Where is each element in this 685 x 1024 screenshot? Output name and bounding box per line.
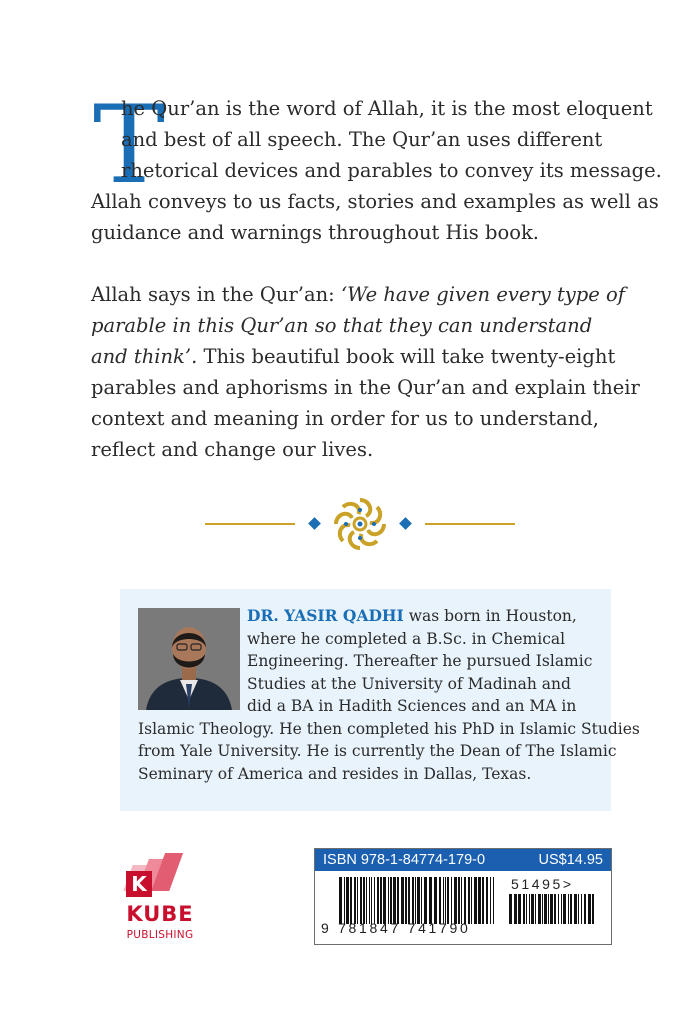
barcode-bar	[447, 877, 449, 924]
barcode-bar	[445, 877, 446, 924]
barcode-bar	[482, 877, 484, 924]
barcode-bar	[344, 877, 345, 924]
barcode-bar	[451, 877, 452, 924]
barcode-bar	[544, 894, 547, 924]
text-line: he Qur’an is the word of Allah, it is the most eloquent	[121, 97, 653, 120]
drop-cap: T	[93, 83, 166, 208]
text-segment: This beautiful book will take twenty-eight	[197, 345, 616, 368]
barcode-bar	[518, 894, 521, 924]
barcode-bar	[421, 877, 422, 924]
barcode-bar	[461, 877, 462, 924]
barcode-bar	[558, 894, 559, 924]
rosette-icon	[336, 500, 384, 548]
barcode-bar	[346, 877, 349, 924]
barcode-bar	[474, 877, 477, 924]
quote-text: ‘We have given every type of	[340, 283, 625, 306]
barcode-bar	[357, 877, 358, 924]
text-line: and best of all speech. The Qur’an uses different	[121, 128, 603, 151]
barcode-bar	[412, 877, 414, 924]
barcode-bar	[383, 877, 386, 924]
quote-text: parable in this Qur’an so that they can understand	[91, 314, 593, 337]
barcode-bar	[538, 894, 541, 924]
barcode-bar	[405, 877, 407, 924]
barcode-bar	[548, 894, 549, 924]
barcode-digits: 9 781847 741790	[321, 920, 471, 936]
diamond-icon	[399, 517, 412, 530]
barcode-bar	[542, 894, 543, 924]
text-line	[91, 310, 611, 341]
author-name: DR. YASIR QADHI	[247, 606, 404, 625]
barcode-bar	[401, 877, 404, 924]
barcode-bar	[366, 877, 367, 924]
barcode-bar	[478, 877, 481, 924]
barcode-bar	[526, 894, 527, 924]
barcode-bar	[471, 877, 472, 924]
barcode-bar	[377, 877, 379, 924]
barcode-bar	[369, 877, 370, 924]
barcode-bar	[490, 877, 491, 924]
barcode-bar	[523, 894, 525, 924]
barcode-bar	[493, 877, 494, 924]
barcode-bar	[415, 877, 416, 924]
text-line: Allah conveys to us facts, stories and examples as well as	[91, 190, 659, 213]
barcode-bar	[509, 894, 512, 924]
barcode-bar	[561, 894, 562, 924]
barcode-bar	[584, 894, 586, 924]
text-line	[91, 279, 625, 310]
barcode-bar	[550, 894, 553, 924]
text-line: parables and aphorisms in the Qur’an and explain their	[91, 376, 640, 399]
description-paragraph-2	[91, 279, 640, 465]
barcode-bar	[458, 877, 460, 924]
text-line	[91, 341, 616, 372]
barcode-addon-digits: 51495>	[511, 876, 574, 892]
text-line: Studies at the University of Madinah and	[247, 674, 571, 693]
barcode-bar	[443, 877, 444, 924]
barcode-bar	[339, 877, 342, 924]
barcode-bar	[374, 877, 375, 924]
text-line: context and meaning in order for us to understand,	[91, 407, 599, 430]
barcode-bar	[439, 877, 441, 924]
barcode-bar	[390, 877, 392, 924]
barcode-bar	[360, 877, 362, 924]
book-description	[91, 83, 662, 465]
text-line: Islamic Theology. He then completed his PhD in Islamic Studies	[138, 719, 640, 738]
isbn-number: ISBN 978-1-84774-179-0	[323, 852, 486, 868]
isbn-price-bar	[315, 849, 611, 871]
barcode-bar	[592, 894, 594, 924]
barcode-bar	[568, 894, 569, 924]
barcode-bar	[529, 894, 530, 924]
barcode-bar	[371, 877, 372, 924]
barcode-bar	[429, 877, 432, 924]
barcode-bar	[570, 894, 572, 924]
price: US$14.95	[538, 852, 603, 868]
barcode-bar	[581, 894, 582, 924]
barcode-icon	[339, 877, 497, 924]
text-line: reflect and change our lives.	[91, 438, 374, 461]
quote-text: and think’.	[91, 345, 198, 368]
barcode-bar	[388, 877, 389, 924]
barcode-bar	[535, 894, 536, 924]
barcode-bar	[486, 877, 488, 924]
barcode-bar	[397, 877, 399, 924]
barcode-bar	[417, 877, 420, 924]
barcode-bar	[578, 894, 579, 924]
text-segment: was born in Houston,	[403, 607, 577, 625]
description-paragraph-1	[91, 83, 662, 248]
barcode-addon-icon	[509, 894, 595, 924]
text-line: did a BA in Hadith Sciences and an MA in	[247, 697, 577, 715]
barcode-bar	[408, 877, 410, 924]
barcode-bar	[563, 894, 566, 924]
barcode-bar	[363, 877, 365, 924]
barcode-bar	[464, 877, 466, 924]
diamond-icon	[308, 517, 321, 530]
text-line: guidance and warnings throughout His book.	[91, 221, 539, 244]
quote-intro: Allah says in the Qur’an:	[91, 283, 341, 306]
barcode-bar	[434, 877, 437, 924]
text-line: rhetorical devices and parables to convey its message.	[121, 159, 662, 182]
barcode-bar	[514, 894, 517, 924]
barcode-bar	[354, 877, 356, 924]
barcode-bar	[468, 877, 470, 924]
decorative-divider	[200, 493, 520, 555]
barcode-bar	[588, 894, 591, 924]
barcode-bar	[554, 894, 556, 924]
barcode-bar	[350, 877, 352, 924]
text-line: Engineering. Thereafter he pursued Islamic	[247, 652, 593, 670]
author-bio	[138, 605, 640, 785]
publisher-subtitle: PUBLISHING	[126, 929, 194, 941]
text-line	[138, 605, 598, 628]
logo-letter: K	[131, 872, 147, 896]
text-line: from Yale University. He is currently the Dean of The Islamic	[138, 742, 617, 760]
barcode-bar	[380, 877, 382, 924]
text-line: Seminary of America and resides in Dallas, Texas.	[138, 764, 532, 783]
text-line: where he completed a B.Sc. in Chemical	[247, 629, 566, 648]
barcode-bar	[424, 877, 427, 924]
barcode-bar	[393, 877, 396, 924]
barcode-bar	[531, 894, 534, 924]
barcode-bar	[454, 877, 457, 924]
publisher-name: KUBE	[126, 902, 194, 926]
barcode-bar	[574, 894, 577, 924]
